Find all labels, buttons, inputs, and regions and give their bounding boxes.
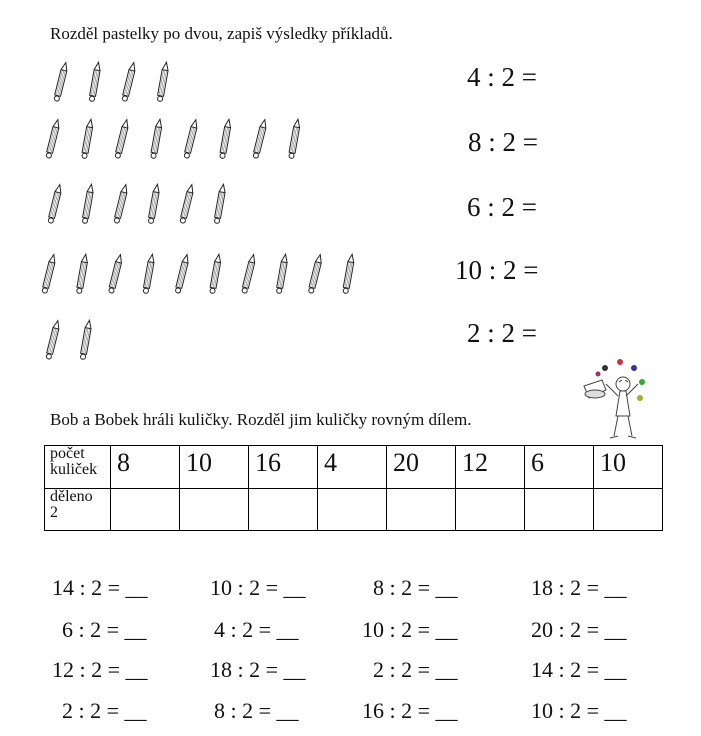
crayon-icon	[45, 320, 60, 360]
crayon-icon	[113, 184, 128, 224]
equation-2: 8 : 2 =	[468, 127, 538, 157]
juggler-illustration	[576, 354, 666, 442]
equation-3: 6 : 2 =	[467, 192, 537, 222]
count-cell: 6	[525, 446, 594, 489]
crayon-icon	[157, 62, 170, 102]
crayon-icon	[41, 254, 56, 294]
crayon-icon	[114, 119, 129, 159]
answer-cell[interactable]	[594, 489, 663, 531]
crayon-icon	[81, 119, 94, 159]
answer-cell[interactable]	[180, 489, 249, 531]
crayon-icon	[121, 62, 136, 102]
marbles-table	[44, 445, 663, 531]
crayon-row-4	[34, 250, 377, 294]
crayon-icon	[143, 254, 156, 294]
equation-4: 10 : 2 =	[455, 255, 539, 285]
exercise: 2 : 2 = __	[62, 698, 147, 723]
count-cell: 4	[318, 446, 387, 489]
exercise: 6 : 2 = __	[62, 617, 147, 642]
exercise: 14 : 2 = __	[52, 575, 148, 600]
row-label-divided: děleno 2	[45, 489, 111, 531]
count-cell: 16	[249, 446, 318, 489]
count-cell: 10	[594, 446, 663, 489]
crayon-row-5	[38, 316, 114, 360]
answer-cell[interactable]	[525, 489, 594, 531]
answer-cell[interactable]	[318, 489, 387, 531]
exercise: 18 : 2 = __	[210, 657, 306, 682]
crayon-icon	[80, 320, 93, 360]
count-cell: 12	[456, 446, 525, 489]
crayon-icon	[219, 119, 232, 159]
exercise: 14 : 2 = __	[531, 657, 627, 682]
answer-cell[interactable]	[387, 489, 456, 531]
crayon-icon	[276, 254, 289, 294]
crayon-icon	[45, 119, 60, 159]
answer-cell[interactable]	[456, 489, 525, 531]
exercise: 12 : 2 = __	[52, 657, 148, 682]
equation-1: 4 : 2 =	[467, 62, 537, 92]
crayon-icon	[183, 119, 198, 159]
exercise: 18 : 2 = __	[531, 575, 627, 600]
crayon-icon	[76, 254, 89, 294]
count-cell: 20	[387, 446, 456, 489]
exercise: 20 : 2 = __	[531, 617, 627, 642]
crayon-icon	[148, 184, 161, 224]
equation-5: 2 : 2 =	[467, 318, 537, 348]
crayon-icon	[175, 254, 190, 294]
task2-instruction: Bob a Bobek hráli kuličky. Rozděl jim kuličky rovným dílem.	[50, 410, 472, 429]
crayon-icon	[209, 254, 222, 294]
crayon-icon	[342, 254, 355, 294]
answer-cell[interactable]	[111, 489, 180, 531]
crayon-icon	[47, 184, 62, 224]
count-cell: 8	[111, 446, 180, 489]
crayon-icon	[82, 184, 95, 224]
task1-instruction: Rozděl pastelky po dvou, zapiš výsledky příkladů.	[50, 24, 393, 43]
crayon-row-1	[46, 58, 192, 102]
exercise: 8 : 2 = __	[373, 575, 458, 600]
exercise: 10 : 2 = __	[362, 617, 458, 642]
exercise: 4 : 2 = __	[214, 617, 299, 642]
table-row-divided	[45, 489, 663, 531]
exercise: 10 : 2 = __	[531, 698, 627, 723]
exercise: 8 : 2 = __	[214, 698, 299, 723]
crayon-icon	[89, 62, 102, 102]
crayon-icon	[179, 184, 194, 224]
count-cell: 10	[180, 446, 249, 489]
crayon-icon	[150, 119, 163, 159]
row-label-count: počet kuliček	[45, 446, 111, 489]
crayon-icon	[214, 184, 227, 224]
exercise: 10 : 2 = __	[210, 575, 306, 600]
crayon-icon	[241, 254, 256, 294]
exercise: 16 : 2 = __	[362, 698, 458, 723]
table-row-count	[45, 446, 663, 489]
crayon-icon	[108, 254, 123, 294]
crayon-row-2	[38, 115, 324, 159]
answer-cell[interactable]	[249, 489, 318, 531]
crayon-icon	[308, 254, 323, 294]
crayon-icon	[53, 62, 68, 102]
exercise: 2 : 2 = __	[373, 657, 458, 682]
crayon-icon	[288, 119, 301, 159]
crayon-row-3	[40, 180, 248, 224]
crayon-icon	[252, 119, 267, 159]
